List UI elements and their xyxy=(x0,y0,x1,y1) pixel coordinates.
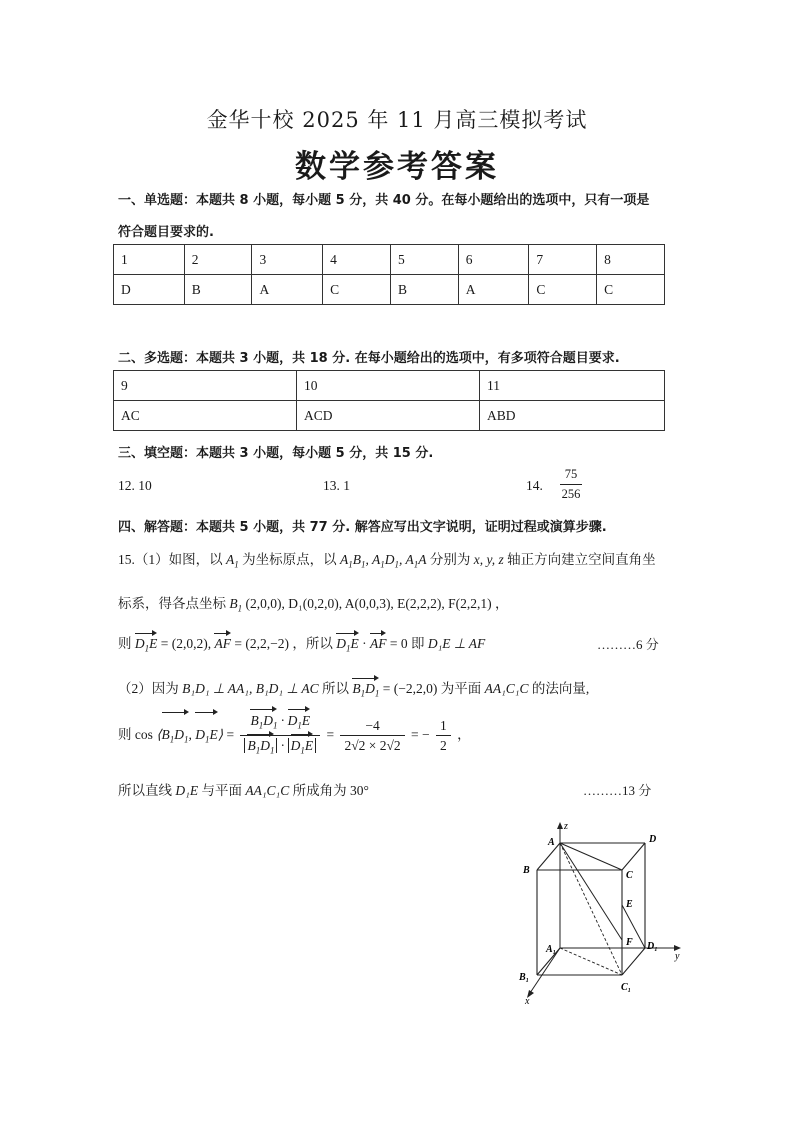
line-name: D₁E xyxy=(175,783,199,798)
vector-value: = (2,0,2), xyxy=(160,636,212,651)
q15-line5: 则 $\cos ⟨B_1D_1$, $D_1E⟩$ = $\frac{B_1D_1 \cdot D_1E}{B_1D_1 \cdot D_1E}$ = $\frac{-4}{2√2 \times 2√2}$ = − $\frac{1}{2}$ ， xyxy=(118,712,471,752)
label-A: A xyxy=(548,837,555,848)
answer-cell: C xyxy=(597,275,665,305)
text: 所以直线 xyxy=(118,783,172,798)
axis-vectors: $A_1B_1$, $A_1D_1$, $A_1A$ xyxy=(340,552,427,570)
page-title: 数学参考答案 xyxy=(295,149,499,185)
edge-C1D1 xyxy=(622,948,645,975)
perpendicular-relation: B₁D₁ ⊥ AA₁, B₁D₁ ⊥ AC xyxy=(182,681,319,696)
question-number: 10 xyxy=(297,371,480,401)
fraction-bar xyxy=(560,484,582,485)
answer-12: 12. 10 xyxy=(118,478,152,493)
angle-value: 30° xyxy=(349,783,369,798)
table-row-questions xyxy=(114,371,665,401)
answer-cell: AC xyxy=(114,401,297,431)
answer-cell: C xyxy=(529,275,597,305)
vector-D1E: $D_1E$ xyxy=(134,636,158,654)
vector-AF: AF xyxy=(369,636,387,651)
text: 为平面 xyxy=(440,681,482,696)
text: 标系，得各点坐标 xyxy=(118,596,226,611)
table-row-answers xyxy=(114,401,665,431)
text: （2）因为 xyxy=(118,681,179,696)
q15-line2: 标系，得各点坐标 $B_1$ (2,0,0), D₁(0,2,0), A(0,0,3), E(2,2,2), F(2,2,1) ， xyxy=(118,596,509,614)
coordinates: (2,0,0), D₁(0,2,0), A(0,0,3), E(2,2,2), F(2,2,1) xyxy=(245,596,492,611)
answer-cell: D xyxy=(114,275,185,305)
answer-14-label: 14. xyxy=(526,478,543,493)
answer-cell: C xyxy=(323,275,391,305)
question-number: 2 xyxy=(184,245,252,275)
question-number: 11 xyxy=(480,371,665,401)
answer-cell: B xyxy=(184,275,252,305)
text: 所成角为 xyxy=(292,783,347,798)
segment-AF xyxy=(560,843,622,940)
point-B1: $B_1$ xyxy=(229,596,243,614)
perpendicular-relation: D₁E ⊥ AF xyxy=(427,636,486,651)
table-row-answers xyxy=(114,275,665,305)
text: 分别为 xyxy=(429,552,471,567)
label-F: F xyxy=(626,937,633,948)
section1-answer-table xyxy=(113,244,665,305)
q15-line4 xyxy=(118,677,589,699)
question-number: 8 xyxy=(597,245,665,275)
vector-D1E: $D_1E$ xyxy=(336,636,359,654)
answer-cell: A xyxy=(252,275,323,305)
text: 的法向量, xyxy=(531,681,590,696)
plane-name: AA₁C₁C xyxy=(245,783,290,798)
axis-names: x, y, z xyxy=(473,552,504,567)
question-number: 3 xyxy=(252,245,323,275)
vector-value: = (2,2,−2) xyxy=(234,636,289,651)
section2-heading: 二、多选题：本题共 3 小题，共 18 分. 在每小题给出的选项中，有多项符合题目要求. xyxy=(118,351,620,366)
text: 与平面 xyxy=(201,783,242,798)
q15-line6 xyxy=(118,779,369,799)
edge-DC xyxy=(622,843,645,870)
section2-answer-table xyxy=(113,370,665,431)
answer-cell: ABD xyxy=(480,401,665,431)
question-number: 1 xyxy=(114,245,185,275)
label-B: B xyxy=(523,865,530,876)
cos-fraction: $\frac{B_1D_1 \cdot D_1E}{B_1D_1 \cdot D_1E}$ xyxy=(240,712,320,759)
half-fraction: $\frac{1}{2}$ xyxy=(436,717,451,755)
answer-cell: A xyxy=(458,275,529,305)
text: 15.（1）如图，以 xyxy=(118,552,223,567)
vector-AF: AF xyxy=(214,636,231,651)
vector-value: = (−2,2,0) xyxy=(382,681,438,696)
label-y: y xyxy=(675,951,680,962)
table-row-questions xyxy=(114,245,665,275)
label-C: C xyxy=(626,870,633,881)
section3-heading: 三、填空题：本题共 3 小题，每小题 5 分，共 15 分. xyxy=(118,446,434,461)
label-D1: D₁ xyxy=(647,941,658,952)
question-number: 6 xyxy=(458,245,529,275)
label-B1: B₁ xyxy=(519,972,530,983)
fraction-denominator: 256 xyxy=(561,487,581,501)
label-C1: C₁ xyxy=(621,982,632,993)
score-marker: ………6 分 xyxy=(597,637,659,652)
label-A1: A₁ xyxy=(546,944,557,955)
section4-heading: 四、解答题：本题共 5 小题，共 77 分. 解答应写出文字说明，证明过程或演算步骤. xyxy=(118,520,607,535)
label-E: E xyxy=(626,899,633,910)
answer-14-fraction xyxy=(560,467,582,502)
text: ，所以 xyxy=(292,636,333,651)
score-marker: ………13 分 xyxy=(583,783,652,798)
text: 轴正方向建立空间直角坐 xyxy=(507,552,656,567)
answer-13: 13. 1 xyxy=(323,478,350,493)
text: = − xyxy=(411,726,430,742)
q15-line1 xyxy=(118,548,656,570)
answer-cell: ACD xyxy=(297,401,480,431)
segment-A1C1-dashed xyxy=(560,948,622,975)
fraction-numerator: 75 xyxy=(564,467,578,481)
cuboid-figure xyxy=(505,818,695,1008)
text: = 0 即 xyxy=(389,636,425,651)
section1-heading-line1: 一、单选题：本题共 8 小题，每小题 5 分，共 40 分。在每小题给出的选项中，只有一项是 xyxy=(118,193,650,208)
exam-title: 金华十校 2025 年 11 月高三模拟考试 xyxy=(206,108,588,132)
label-z: z xyxy=(564,821,568,832)
label-D: D xyxy=(649,834,657,845)
text: 为坐标原点，以 xyxy=(242,552,337,567)
question-number: 4 xyxy=(323,245,391,275)
question-number: 5 xyxy=(390,245,458,275)
text: 则 cos xyxy=(118,726,153,742)
question-number: 7 xyxy=(529,245,597,275)
segment-AC1-dashed xyxy=(560,843,622,975)
plane-name: AA₁C₁C xyxy=(484,681,529,696)
section1-heading-line2: 符合题目要求的. xyxy=(118,225,214,240)
question-number: 9 xyxy=(114,371,297,401)
text: 所以 xyxy=(321,681,349,696)
text: ， xyxy=(457,726,471,742)
answer-cell: B xyxy=(390,275,458,305)
cos-value-fraction: $\frac{-4}{2√2 \times 2√2}$ xyxy=(340,717,404,755)
text: 则 xyxy=(118,636,132,651)
q15-line3: 则 $D_1E = (2,0,2)$, AF = (2,2,−2) ，所以 $D_1E$ · AF = 0 即 D₁E ⊥ AF xyxy=(118,636,486,654)
z-axis-arrow xyxy=(557,822,563,829)
label-x: x xyxy=(525,996,530,1007)
segment-AC xyxy=(560,843,622,870)
vector-B1D1: $B_1D_1$ xyxy=(352,681,380,699)
angle-vectors: $⟨B_1D_1$, $D_1E⟩$ xyxy=(156,727,223,742)
point-A1: $A_1$ xyxy=(226,552,239,570)
